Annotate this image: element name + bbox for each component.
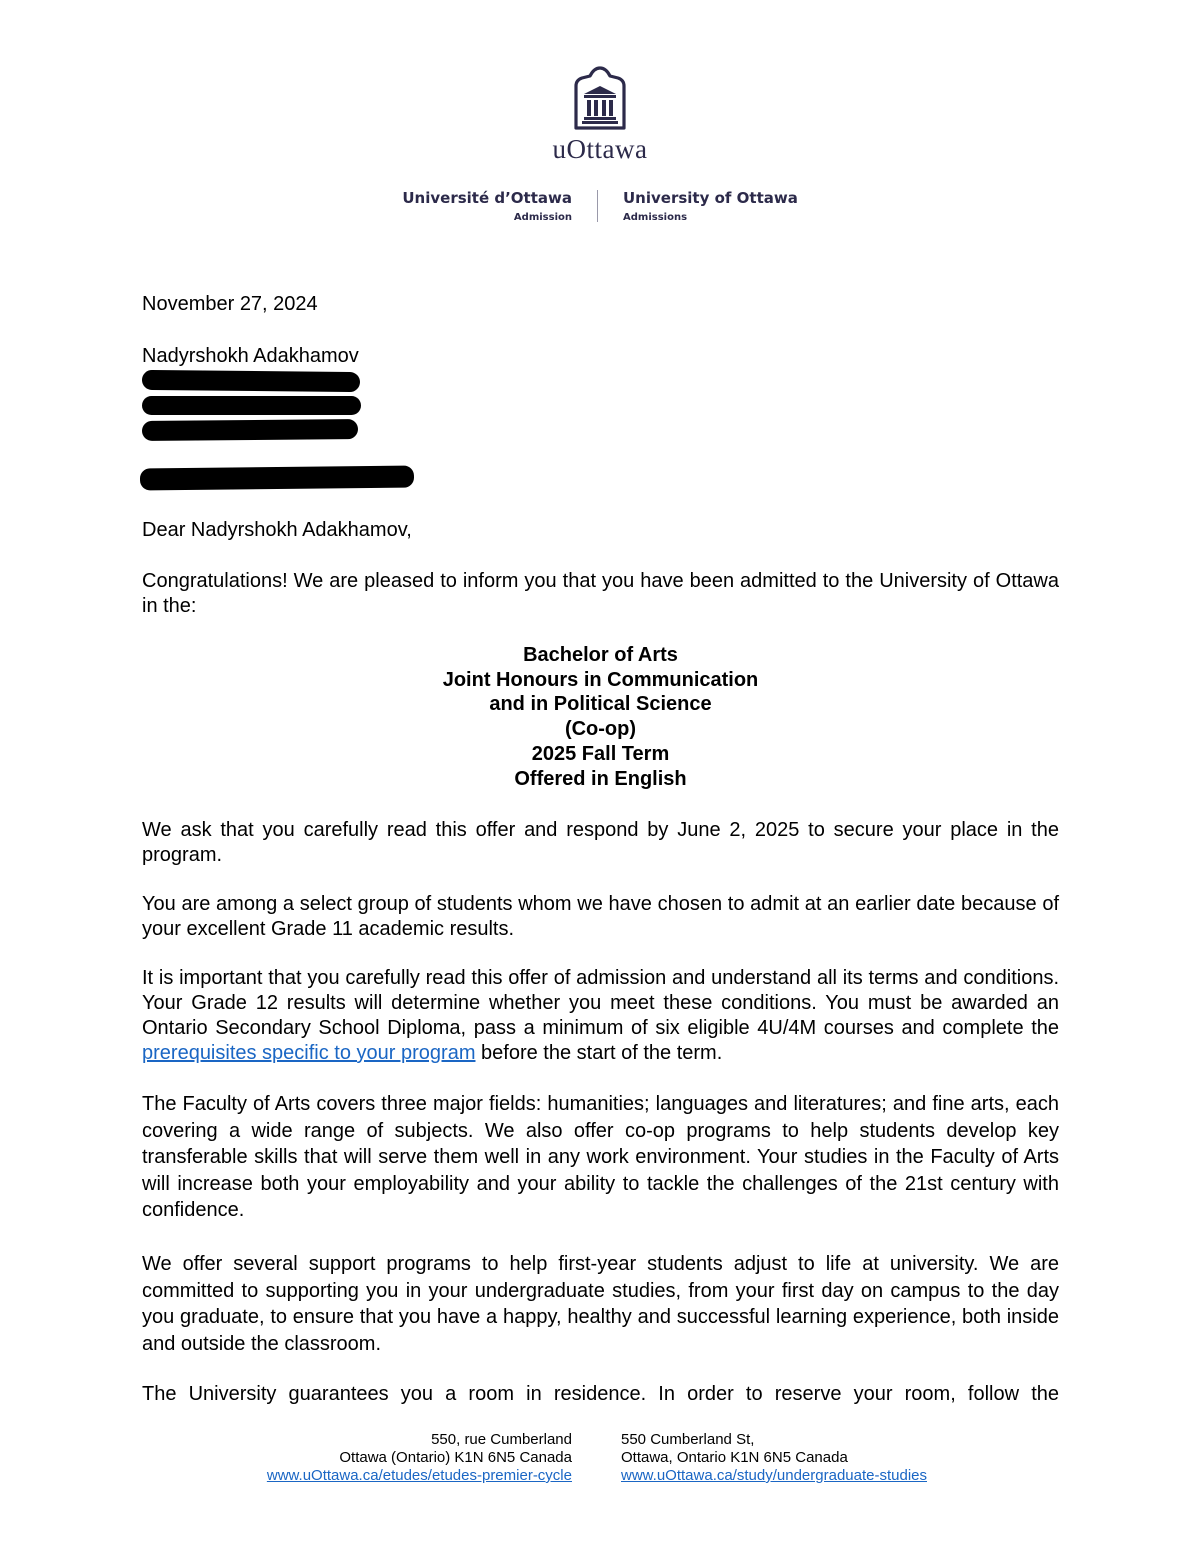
program-major: Joint Honours in Communication bbox=[442, 668, 759, 691]
uni-name-fr-label: Université d’Ottawa bbox=[402, 189, 572, 207]
university-name-fr bbox=[402, 188, 572, 225]
footer-en-link[interactable]: www.uOttawa.ca/study/undergraduate-studies bbox=[621, 1467, 927, 1484]
intro-paragraph: Congratulations! We are pleased to inform you that you have been admitted to the University of Ottawa in the: bbox=[142, 570, 1059, 617]
redacted-address-line-4 bbox=[140, 466, 414, 491]
footer-fr-link[interactable]: www.uOttawa.ca/etudes/etudes-premier-cycle bbox=[266, 1467, 572, 1484]
program-details bbox=[142, 643, 1059, 791]
faculty-paragraph: The Faculty of Arts covers three major fields: humanities; languages and literatures; and fine arts, each covering a wide range of subjects. We also offer co-op programs to help students develop key transferable skills that will serve them well in any work environment. Your studies in the Faculty of Arts will increase both your employability and your ability to tackle the challenges of the 21st century with confidence. bbox=[142, 1093, 1059, 1221]
university-name-en bbox=[623, 188, 798, 225]
redacted-address-line-2 bbox=[142, 396, 361, 415]
uni-sub-en-label: Admissions bbox=[623, 212, 688, 223]
uni-name-en-label: University of Ottawa bbox=[623, 189, 798, 207]
early-admit-paragraph: You are among a select group of students whom we have chosen to admit at an earlier date because of your excellent Grade 11 academic results. bbox=[142, 893, 1059, 940]
program-minor: and in Political Science bbox=[489, 693, 712, 716]
terms-text-after: before the start of the term. bbox=[475, 1042, 723, 1064]
footer-fr-city: Ottawa (Ontario) K1N 6N5 Canada bbox=[339, 1449, 572, 1466]
program-degree: Bachelor of Arts bbox=[523, 644, 678, 666]
terms-paragraph bbox=[142, 966, 1059, 1066]
footer-address-en bbox=[621, 1431, 927, 1485]
letter-date: November 27, 2024 bbox=[142, 293, 318, 315]
header-divider bbox=[597, 190, 598, 222]
program-coop: (Co-op) bbox=[564, 718, 637, 741]
program-language: Offered in English bbox=[514, 767, 687, 790]
footer-fr-street: 550, rue Cumberland bbox=[431, 1431, 572, 1448]
salutation: Dear Nadyrshokh Adakhamov, bbox=[142, 519, 412, 541]
footer-en-street: 550 Cumberland St, bbox=[621, 1431, 755, 1448]
residence-paragraph: The University guarantees you a room in residence. In order to reserve your room, follow the bbox=[142, 1383, 1059, 1405]
terms-text-before: It is important that you carefully read this offer of admission and understand all its terms and conditions. Your Grade 12 results will determine whether you meet these conditions. You must be awarded an Ontario Secondary School Diploma, pass a minimum of six eligible 4U/4M courses and complete the bbox=[142, 967, 1059, 1039]
footer-en-city: Ottawa, Ontario K1N 6N5 Canada bbox=[621, 1449, 848, 1466]
redacted-address-line-3 bbox=[142, 419, 358, 441]
uni-sub-fr-label: Admission bbox=[513, 212, 572, 223]
respond-paragraph: We ask that you carefully read this offer and respond by June 2, 2025 to secure your place in the program. bbox=[142, 819, 1059, 866]
building-crest-icon bbox=[572, 66, 628, 130]
recipient-name: Nadyrshokh Adakhamov bbox=[142, 345, 359, 367]
university-crest-logo bbox=[0, 66, 1200, 130]
prerequisites-link[interactable]: prerequisites specific to your program bbox=[142, 1042, 476, 1064]
footer-address-fr bbox=[267, 1431, 572, 1485]
support-paragraph: We offer several support programs to help first-year students adjust to life at university. We are committed to supporting you in your undergraduate studies, from your first day on campus to the day you graduate, to ensure that you have a happy, healthy and successful learning experience, both inside and outside the classroom. bbox=[142, 1253, 1059, 1355]
redacted-address-line-1 bbox=[142, 370, 360, 392]
wordmark: uOttawa bbox=[552, 134, 648, 164]
program-term: 2025 Fall Term bbox=[531, 742, 670, 765]
